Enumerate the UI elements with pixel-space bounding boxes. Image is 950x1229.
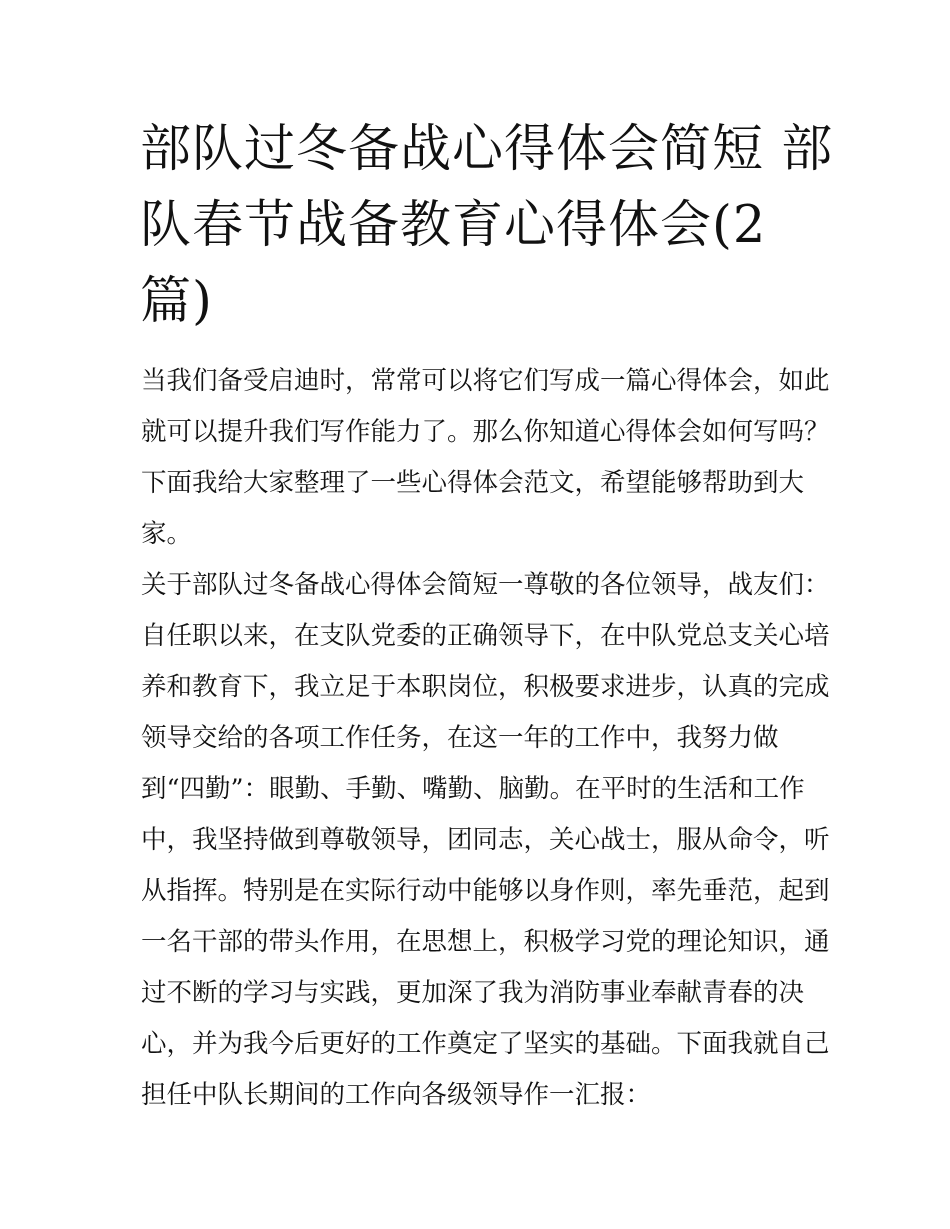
title-line: 部队过冬备战心得体会简短 部 bbox=[140, 120, 834, 179]
document-title bbox=[140, 112, 834, 340]
text-line: 当我们备受启迪时，常常可以将它们写成一篇心得体会，如此 bbox=[141, 366, 830, 396]
document-body bbox=[141, 356, 831, 1121]
text-line: 一名干部的带头作用，在思想上，积极学习党的理论知识，通 bbox=[141, 927, 830, 957]
text-line: 心，并为我今后更好的工作奠定了坚实的基础。下面我就自己 bbox=[141, 1029, 830, 1059]
text-line: 下面我给大家整理了一些心得体会范文，希望能够帮助到大 bbox=[141, 468, 805, 498]
intro-paragraph bbox=[141, 356, 831, 560]
text-line: 担任中队长期间的工作向各级领导作一汇报： bbox=[141, 1080, 652, 1110]
title-line: 队春节战备教育心得体会(2 bbox=[140, 196, 767, 255]
text-line: 家。 bbox=[141, 519, 193, 549]
text-line: 关于部队过冬备战心得体会简短一尊敬的各位领导，战友们： bbox=[141, 570, 830, 600]
text-line: 养和教育下，我立足于本职岗位，积极要求进步，认真的完成 bbox=[141, 672, 830, 702]
text-line: 领导交给的各项工作任务，在这一年的工作中，我努力做 bbox=[141, 723, 779, 753]
text-line: 自任职以来，在支队党委的正确领导下，在中队党总支关心培 bbox=[141, 621, 830, 651]
text-line: 过不断的学习与实践，更加深了我为消防事业奉献青春的决 bbox=[141, 978, 805, 1008]
text-line: 到“四勤”：眼勤、手勤、嘴勤、脑勤。在平时的生活和工作 bbox=[141, 774, 805, 804]
text-line: 就可以提升我们写作能力了。那么你知道心得体会如何写吗？ bbox=[141, 417, 830, 447]
body-paragraph bbox=[141, 560, 831, 1121]
text-line: 中，我坚持做到尊敬领导，团同志，关心战士，服从命令，听 bbox=[141, 825, 830, 855]
text-line: 从指挥。特别是在实际行动中能够以身作则，率先垂范，起到 bbox=[141, 876, 830, 906]
title-line: 篇) bbox=[140, 272, 213, 331]
